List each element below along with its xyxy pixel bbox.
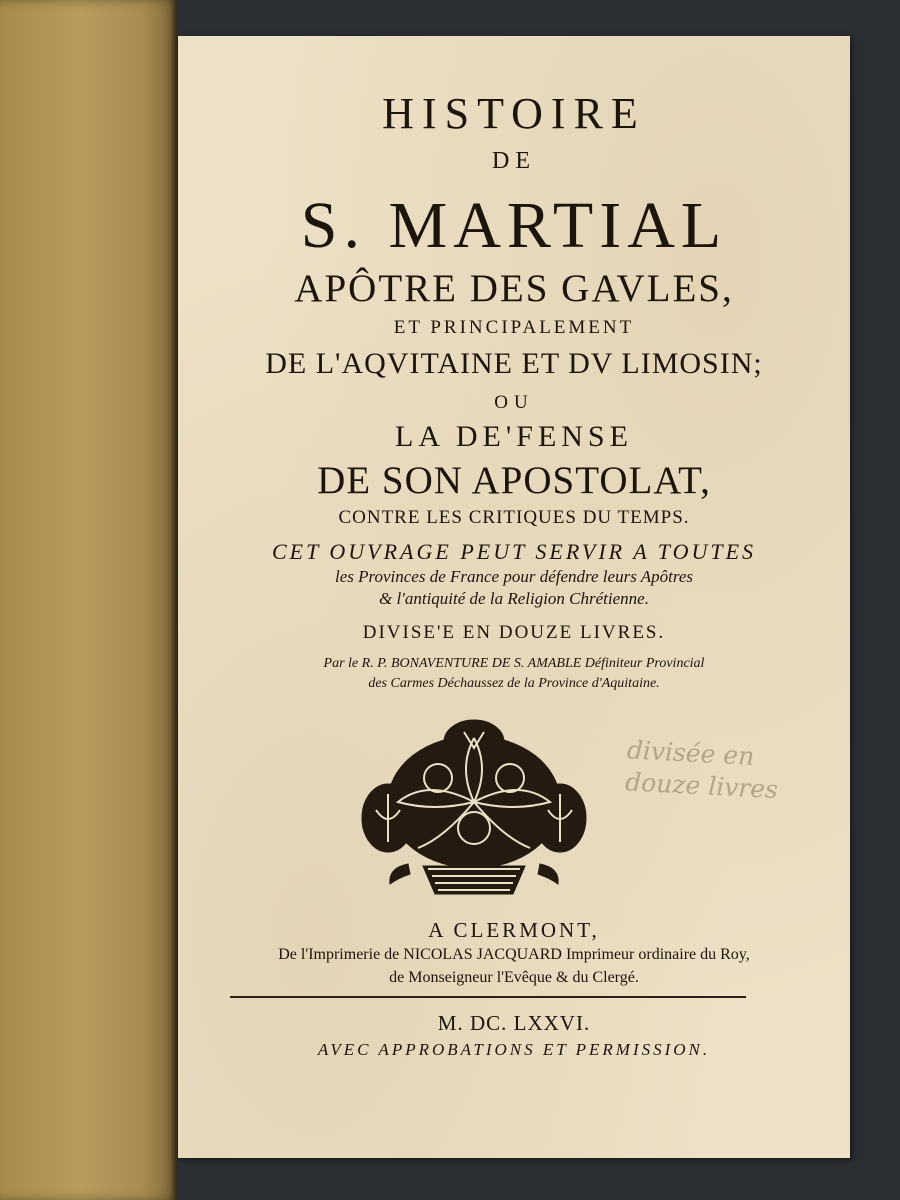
subtitle-ouvrage: CET OUVRAGE PEUT SERVIR A TOUTES xyxy=(271,539,757,564)
flower-basket-woodcut-icon xyxy=(348,718,600,902)
title-principalement: ET PRINCIPALEMENT xyxy=(393,317,635,338)
imprint-year: M. DC. LXXVI. xyxy=(437,1011,591,1035)
title-saint-martial: S. MARTIAL xyxy=(300,189,728,262)
subtitle-provinces: les Provinces de France pour défendre leurs Apôtres xyxy=(334,567,694,586)
imprint-city: A CLERMONT, xyxy=(428,918,600,942)
note-line-2: douze livres xyxy=(624,767,779,805)
title-critiques: CONTRE LES CRITIQUES DU TEMPS. xyxy=(338,507,690,528)
note-line-1: divisée en xyxy=(626,735,755,771)
author-line-2: des Carmes Déchaussez de la Province d'Aquitaine. xyxy=(368,676,660,691)
divider-rule xyxy=(230,996,746,998)
title-la-defense: LA DE'FENSE xyxy=(395,420,633,453)
imprint-clergy: de Monseigneur l'Evêque & du Clergé. xyxy=(389,969,639,986)
imprint-printer: De l'Imprimerie de NICOLAS JACQUARD Imprimeur ordinaire du Roy, xyxy=(278,946,750,963)
title-apostolat: DE SON APOSTOLAT, xyxy=(317,459,711,502)
title-apotre: APÔTRE DES GAVLES, xyxy=(294,267,734,310)
author-line-1: Par le R. P. BONAVENTURE DE S. AMABLE Définiteur Provincial xyxy=(323,656,705,671)
title-divisee: DIVISE'E EN DOUZE LIVRES. xyxy=(362,622,666,643)
title-histoire: HISTOIRE xyxy=(382,89,646,138)
title-de: DE xyxy=(492,148,536,174)
imprint-approbations: AVEC APPROBATIONS ET PERMISSION. xyxy=(317,1040,711,1059)
title-ou: OU xyxy=(494,392,534,413)
subtitle-antiquite: & l'antiquité de la Religion Chrétienne. xyxy=(379,589,649,608)
title-page xyxy=(178,36,850,1158)
book-cover-board xyxy=(0,0,178,1200)
title-aquitaine: DE L'AQVITAINE ET DV LIMOSIN; xyxy=(265,347,763,380)
handwritten-note xyxy=(624,734,847,809)
